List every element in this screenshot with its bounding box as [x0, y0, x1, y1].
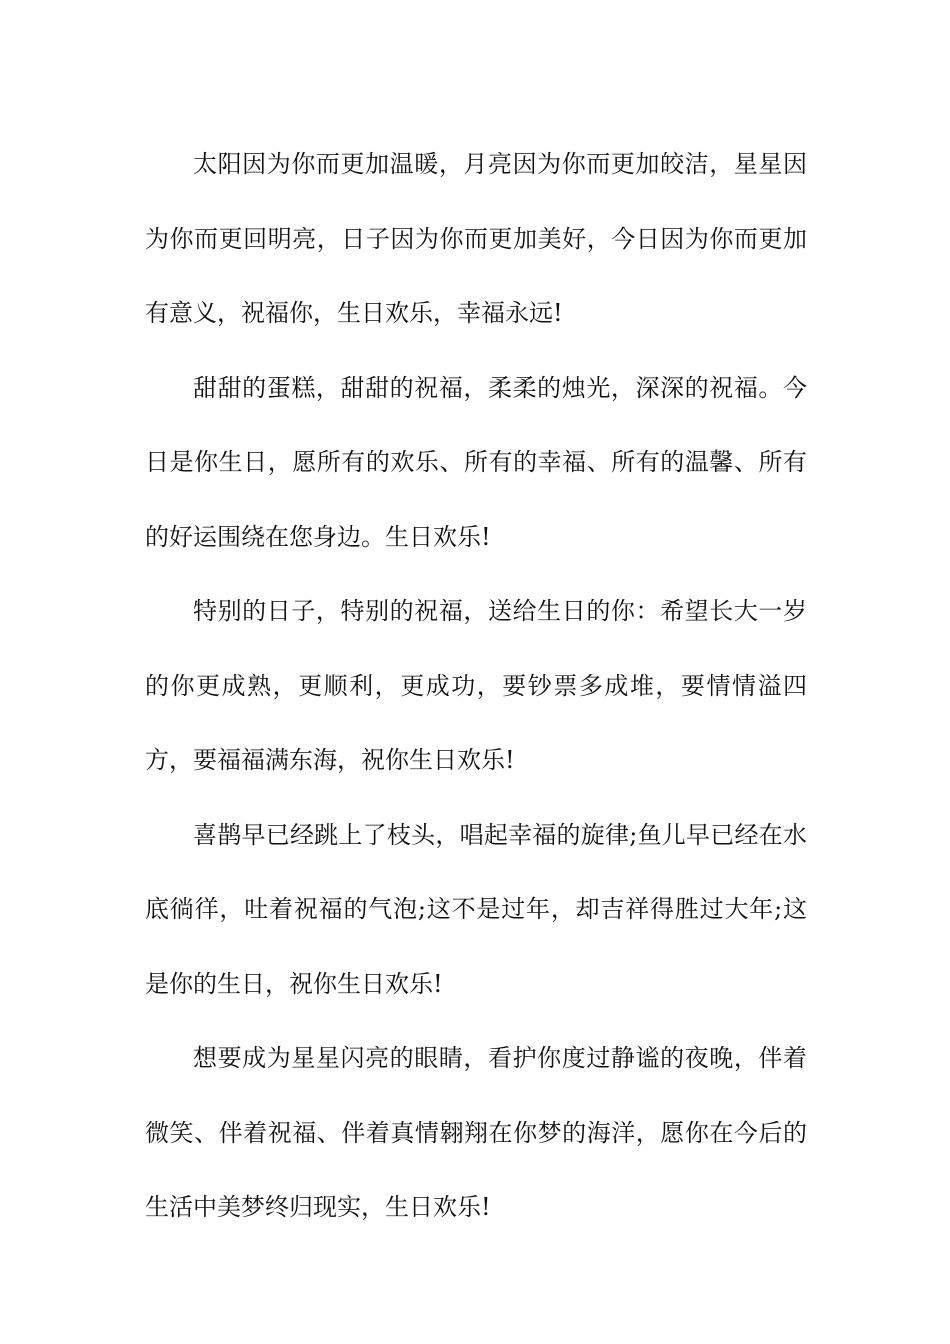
- paragraph-2: 甜甜的蛋糕，甜甜的祝福，柔柔的烛光，深深的祝福。今日是你生日，愿所有的欢乐、所有的幸福、所有的温馨、所有的好运围绕在您身边。生日欢乐!: [145, 373, 807, 551]
- paragraph-4: 喜鹊早已经跳上了枝头，唱起幸福的旋律;鱼儿早已经在水底徜徉，吐着祝福的气泡;这不是过年，却吉祥得胜过大年;这是你的生日，祝你生日欢乐!: [145, 820, 807, 998]
- paragraph-5: 想要成为星星闪亮的眼睛，看护你度过静谧的夜晚，伴着微笑、伴着祝福、伴着真情翱翔在你梦的海洋，愿你在今后的生活中美梦终归现实，生日欢乐!: [145, 1044, 807, 1221]
- paragraph-1: 太阳因为你而更加温暖，月亮因为你而更加皎洁，星星因为你而更回明亮，日子因为你而更加美好，今日因为你而更加有意义，祝福你，生日欢乐，幸福永远!: [145, 150, 807, 327]
- paragraph-3: 特别的日子，特别的祝福，送给生日的你：希望长大一岁的你更成熟，更顺利，更成功，要钞票多成堆，要情情溢四方，要福福满东海，祝你生日欢乐!: [145, 597, 807, 774]
- document-body: [145, 127, 807, 1245]
